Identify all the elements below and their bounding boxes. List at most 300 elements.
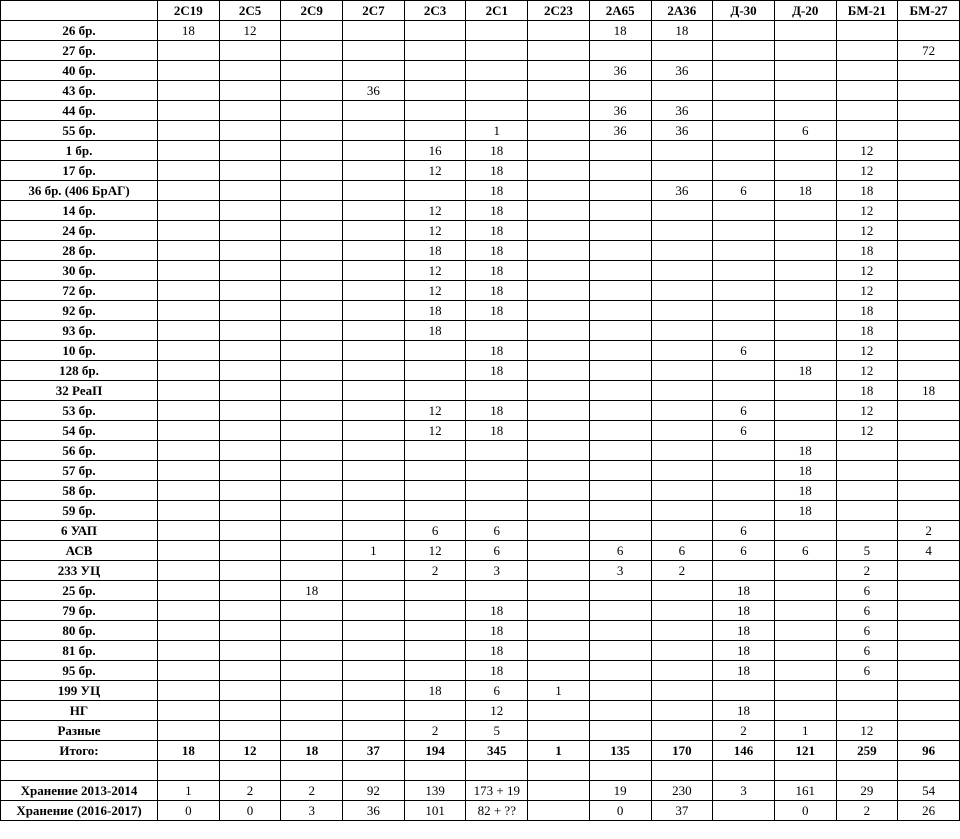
- table-cell: [219, 101, 281, 121]
- table-cell: [774, 41, 836, 61]
- table-cell: [404, 21, 466, 41]
- table-cell: [651, 601, 713, 621]
- table-cell: [589, 721, 651, 741]
- table-cell: [898, 161, 960, 181]
- table-cell: [158, 261, 220, 281]
- table-cell: [158, 101, 220, 121]
- table-row: [1, 561, 960, 581]
- table-cell: [589, 661, 651, 681]
- table-cell: 37: [651, 801, 713, 821]
- table-cell: [898, 701, 960, 721]
- table-cell: [774, 421, 836, 441]
- table-cell: [281, 521, 343, 541]
- row-label: 79 бр.: [1, 601, 158, 621]
- table-cell: [404, 581, 466, 601]
- table-cell: 139: [404, 781, 466, 801]
- table-cell: [589, 521, 651, 541]
- table-cell: 12: [836, 721, 898, 741]
- table-cell: [219, 461, 281, 481]
- table-cell: 6: [713, 421, 775, 441]
- table-cell: [158, 421, 220, 441]
- table-cell: [343, 321, 405, 341]
- row-label: 128 бр.: [1, 361, 158, 381]
- table-cell: [898, 121, 960, 141]
- table-cell: [528, 501, 590, 521]
- table-cell: [774, 241, 836, 261]
- table-cell: [219, 201, 281, 221]
- row-label: 55 бр.: [1, 121, 158, 141]
- table-cell: 18: [466, 181, 528, 201]
- table-cell: [404, 41, 466, 61]
- table-cell: 3: [466, 561, 528, 581]
- table-cell: [589, 221, 651, 241]
- table-cell: [651, 201, 713, 221]
- table-cell: [404, 181, 466, 201]
- table-cell: [281, 541, 343, 561]
- table-cell: 6: [713, 521, 775, 541]
- table-cell: [774, 261, 836, 281]
- row-label: 43 бр.: [1, 81, 158, 101]
- table-cell: [651, 421, 713, 441]
- table-cell: [343, 601, 405, 621]
- table-cell: 0: [774, 801, 836, 821]
- table-cell: [651, 641, 713, 661]
- table-row: [1, 361, 960, 381]
- row-label: 28 бр.: [1, 241, 158, 261]
- row-label: 40 бр.: [1, 61, 158, 81]
- table-cell: [651, 361, 713, 381]
- table-cell: [219, 501, 281, 521]
- empty-cell: [713, 761, 775, 781]
- table-cell: 194: [404, 741, 466, 761]
- table-cell: [898, 461, 960, 481]
- table-cell: 230: [651, 781, 713, 801]
- table-cell: 6: [774, 541, 836, 561]
- table-cell: [589, 381, 651, 401]
- table-cell: [404, 101, 466, 121]
- row-label: 72 бр.: [1, 281, 158, 301]
- row-label: Хранение (2016-2017): [1, 801, 158, 821]
- column-header: 2А36: [651, 1, 713, 21]
- table-cell: [466, 41, 528, 61]
- table-cell: 92: [343, 781, 405, 801]
- table-cell: [651, 321, 713, 341]
- table-cell: 170: [651, 741, 713, 761]
- table-cell: [219, 281, 281, 301]
- table-row: [1, 61, 960, 81]
- table-cell: [343, 521, 405, 541]
- table-cell: 18: [713, 601, 775, 621]
- table-cell: [589, 321, 651, 341]
- table-cell: [158, 321, 220, 341]
- table-cell: 6: [836, 641, 898, 661]
- table-cell: [898, 401, 960, 421]
- table-cell: 36: [651, 101, 713, 121]
- table-cell: [466, 461, 528, 481]
- empty-cell: [219, 761, 281, 781]
- table-cell: 18: [713, 661, 775, 681]
- row-label: 10 бр.: [1, 341, 158, 361]
- table-cell: 6: [589, 541, 651, 561]
- table-cell: [713, 241, 775, 261]
- table-cell: [281, 421, 343, 441]
- table-cell: [158, 521, 220, 541]
- row-label: 30 бр.: [1, 261, 158, 281]
- table-cell: [158, 681, 220, 701]
- table-cell: [898, 141, 960, 161]
- total-row: [1, 741, 960, 761]
- table-cell: [651, 241, 713, 261]
- table-cell: [466, 441, 528, 461]
- table-cell: [528, 21, 590, 41]
- table-cell: [219, 661, 281, 681]
- table-cell: 6: [466, 681, 528, 701]
- table-cell: [774, 21, 836, 41]
- table-cell: [528, 261, 590, 281]
- table-cell: [651, 701, 713, 721]
- table-cell: 29: [836, 781, 898, 801]
- table-cell: [774, 61, 836, 81]
- table-cell: [158, 301, 220, 321]
- table-cell: 36: [589, 121, 651, 141]
- table-row: [1, 261, 960, 281]
- table-cell: [836, 441, 898, 461]
- table-cell: [836, 61, 898, 81]
- table-cell: [651, 721, 713, 741]
- table-cell: 1: [466, 121, 528, 141]
- column-header: Д-30: [713, 1, 775, 21]
- table-cell: [343, 581, 405, 601]
- table-cell: [281, 641, 343, 661]
- column-header: 2С9: [281, 1, 343, 21]
- table-cell: [774, 221, 836, 241]
- table-cell: 36: [651, 181, 713, 201]
- table-row: [1, 141, 960, 161]
- table-cell: [774, 521, 836, 541]
- table-row: [1, 461, 960, 481]
- table-cell: [898, 441, 960, 461]
- table-cell: [713, 121, 775, 141]
- table-cell: [651, 681, 713, 701]
- table-cell: 12: [404, 421, 466, 441]
- table-cell: [651, 481, 713, 501]
- table-cell: 12: [836, 161, 898, 181]
- row-label: НГ: [1, 701, 158, 721]
- table-cell: [158, 641, 220, 661]
- table-cell: 6: [466, 541, 528, 561]
- table-cell: [466, 321, 528, 341]
- table-cell: [898, 81, 960, 101]
- table-cell: [281, 681, 343, 701]
- table-cell: [158, 161, 220, 181]
- table-cell: [158, 181, 220, 201]
- table-cell: 6: [836, 601, 898, 621]
- table-cell: [343, 661, 405, 681]
- table-cell: [651, 281, 713, 301]
- column-header: БМ-21: [836, 1, 898, 21]
- empty-cell: [1, 761, 158, 781]
- table-cell: 12: [404, 221, 466, 241]
- table-cell: 18: [158, 21, 220, 41]
- table-cell: [713, 501, 775, 521]
- table-cell: [589, 141, 651, 161]
- table-cell: [651, 621, 713, 641]
- row-label: Итого:: [1, 741, 158, 761]
- table-cell: 12: [404, 541, 466, 561]
- table-cell: [898, 241, 960, 261]
- table-cell: [158, 61, 220, 81]
- table-cell: 6: [836, 661, 898, 681]
- table-row: [1, 221, 960, 241]
- table-cell: [528, 441, 590, 461]
- table-cell: [651, 661, 713, 681]
- table-cell: [528, 41, 590, 61]
- table-cell: 82 + ??: [466, 801, 528, 821]
- table-cell: [158, 381, 220, 401]
- table-cell: [281, 441, 343, 461]
- table-cell: [898, 261, 960, 281]
- table-cell: 12: [404, 281, 466, 301]
- table-row: [1, 541, 960, 561]
- row-label: 32 РеаП: [1, 381, 158, 401]
- table-row: [1, 721, 960, 741]
- table-cell: [158, 361, 220, 381]
- row-label: 57 бр.: [1, 461, 158, 481]
- table-cell: [528, 221, 590, 241]
- row-label: 24 бр.: [1, 221, 158, 241]
- table-cell: 3: [589, 561, 651, 581]
- table-cell: [651, 381, 713, 401]
- table-cell: [528, 161, 590, 181]
- table-cell: [281, 101, 343, 121]
- table-cell: 1: [774, 721, 836, 741]
- table-cell: 1: [158, 781, 220, 801]
- table-cell: [898, 221, 960, 241]
- table-cell: [281, 141, 343, 161]
- row-label: 14 бр.: [1, 201, 158, 221]
- table-cell: [528, 201, 590, 221]
- table-cell: [281, 221, 343, 241]
- table-cell: [898, 661, 960, 681]
- table-cell: [651, 41, 713, 61]
- empty-cell: [651, 761, 713, 781]
- table-cell: [651, 261, 713, 281]
- table-cell: [774, 661, 836, 681]
- table-cell: [651, 221, 713, 241]
- table-cell: [898, 201, 960, 221]
- row-label: 59 бр.: [1, 501, 158, 521]
- row-label: Хранение 2013-2014: [1, 781, 158, 801]
- table-cell: [528, 601, 590, 621]
- table-cell: [343, 241, 405, 261]
- table-cell: 12: [404, 401, 466, 421]
- table-cell: [528, 401, 590, 421]
- table-cell: [898, 621, 960, 641]
- table-cell: [158, 461, 220, 481]
- table-cell: 1: [528, 681, 590, 701]
- table-cell: 16: [404, 141, 466, 161]
- table-cell: [281, 121, 343, 141]
- table-cell: [774, 641, 836, 661]
- table-cell: [898, 21, 960, 41]
- table-row: [1, 81, 960, 101]
- table-cell: 19: [589, 781, 651, 801]
- table-cell: [404, 621, 466, 641]
- table-cell: 4: [898, 541, 960, 561]
- table-cell: [713, 21, 775, 41]
- table-cell: 18: [466, 421, 528, 441]
- table-cell: [404, 441, 466, 461]
- table-cell: [158, 481, 220, 501]
- table-cell: [589, 481, 651, 501]
- table-body: [1, 21, 960, 821]
- table-cell: [343, 41, 405, 61]
- table-cell: [343, 701, 405, 721]
- row-label: 54 бр.: [1, 421, 158, 441]
- table-cell: 12: [836, 221, 898, 241]
- table-cell: [713, 561, 775, 581]
- table-cell: 0: [589, 801, 651, 821]
- table-cell: 2: [651, 561, 713, 581]
- table-cell: 18: [466, 281, 528, 301]
- table-cell: 96: [898, 741, 960, 761]
- table-cell: [898, 641, 960, 661]
- table-cell: [836, 461, 898, 481]
- table-cell: [528, 541, 590, 561]
- table-cell: 135: [589, 741, 651, 761]
- table-cell: 121: [774, 741, 836, 761]
- table-cell: [774, 81, 836, 101]
- table-cell: 12: [836, 141, 898, 161]
- table-cell: [528, 141, 590, 161]
- table-cell: [528, 721, 590, 741]
- table-cell: 173 + 19: [466, 781, 528, 801]
- table-cell: [774, 321, 836, 341]
- table-cell: 2: [836, 801, 898, 821]
- table-cell: [219, 81, 281, 101]
- table-cell: 12: [836, 421, 898, 441]
- table-cell: [281, 721, 343, 741]
- row-label: 233 УЦ: [1, 561, 158, 581]
- table-cell: [404, 641, 466, 661]
- table-cell: [713, 321, 775, 341]
- table-cell: [466, 481, 528, 501]
- table-cell: 161: [774, 781, 836, 801]
- row-label: 58 бр.: [1, 481, 158, 501]
- table-cell: 18: [466, 621, 528, 641]
- table-cell: 18: [713, 581, 775, 601]
- table-cell: [343, 161, 405, 181]
- table-cell: [774, 401, 836, 421]
- table-cell: [589, 621, 651, 641]
- table-cell: 18: [466, 201, 528, 221]
- table-cell: [528, 241, 590, 261]
- table-cell: 12: [404, 201, 466, 221]
- table-cell: [158, 501, 220, 521]
- table-cell: [281, 161, 343, 181]
- table-cell: [343, 681, 405, 701]
- table-cell: 36: [343, 801, 405, 821]
- table-cell: [219, 181, 281, 201]
- row-label: 6 УАП: [1, 521, 158, 541]
- table-cell: [651, 501, 713, 521]
- table-cell: [589, 261, 651, 281]
- table-row: [1, 441, 960, 461]
- table-cell: [898, 361, 960, 381]
- table-cell: [589, 201, 651, 221]
- table-cell: [158, 581, 220, 601]
- table-row: [1, 501, 960, 521]
- corner-cell: [1, 1, 158, 21]
- table-cell: [528, 321, 590, 341]
- row-label: 80 бр.: [1, 621, 158, 641]
- table-cell: [651, 341, 713, 361]
- table-cell: [713, 101, 775, 121]
- table-cell: [713, 481, 775, 501]
- table-cell: [281, 241, 343, 261]
- table-cell: [898, 681, 960, 701]
- table-cell: 259: [836, 741, 898, 761]
- table-cell: [343, 121, 405, 141]
- table-cell: 18: [404, 321, 466, 341]
- row-label: 36 бр. (406 БрАГ): [1, 181, 158, 201]
- table-cell: [343, 381, 405, 401]
- table-cell: [898, 421, 960, 441]
- table-cell: 18: [713, 641, 775, 661]
- table-cell: [404, 461, 466, 481]
- table-cell: 101: [404, 801, 466, 821]
- table-cell: [774, 381, 836, 401]
- table-cell: [898, 61, 960, 81]
- table-row: [1, 21, 960, 41]
- table-cell: [589, 241, 651, 261]
- table-cell: [343, 201, 405, 221]
- table-cell: [898, 301, 960, 321]
- table-cell: [836, 21, 898, 41]
- table-cell: [466, 101, 528, 121]
- table-cell: [343, 21, 405, 41]
- table-cell: [219, 161, 281, 181]
- table-cell: [219, 641, 281, 661]
- column-header: БМ-27: [898, 1, 960, 21]
- table-cell: [343, 141, 405, 161]
- table-cell: [343, 501, 405, 521]
- table-cell: [281, 481, 343, 501]
- row-label: 25 бр.: [1, 581, 158, 601]
- table-cell: [343, 61, 405, 81]
- table-cell: [528, 461, 590, 481]
- table-cell: [898, 321, 960, 341]
- table-cell: [713, 41, 775, 61]
- table-cell: 36: [651, 121, 713, 141]
- table-row: [1, 621, 960, 641]
- table-cell: [219, 541, 281, 561]
- table-cell: 36: [589, 101, 651, 121]
- table-cell: [219, 221, 281, 241]
- table-cell: 18: [651, 21, 713, 41]
- table-cell: [898, 101, 960, 121]
- table-cell: 18: [774, 441, 836, 461]
- table-cell: [774, 201, 836, 221]
- column-header: 2С3: [404, 1, 466, 21]
- table-cell: 12: [836, 341, 898, 361]
- table-cell: 12: [404, 161, 466, 181]
- table-cell: [898, 561, 960, 581]
- table-cell: 18: [404, 241, 466, 261]
- table-cell: [466, 501, 528, 521]
- table-row: [1, 341, 960, 361]
- table-cell: [713, 801, 775, 821]
